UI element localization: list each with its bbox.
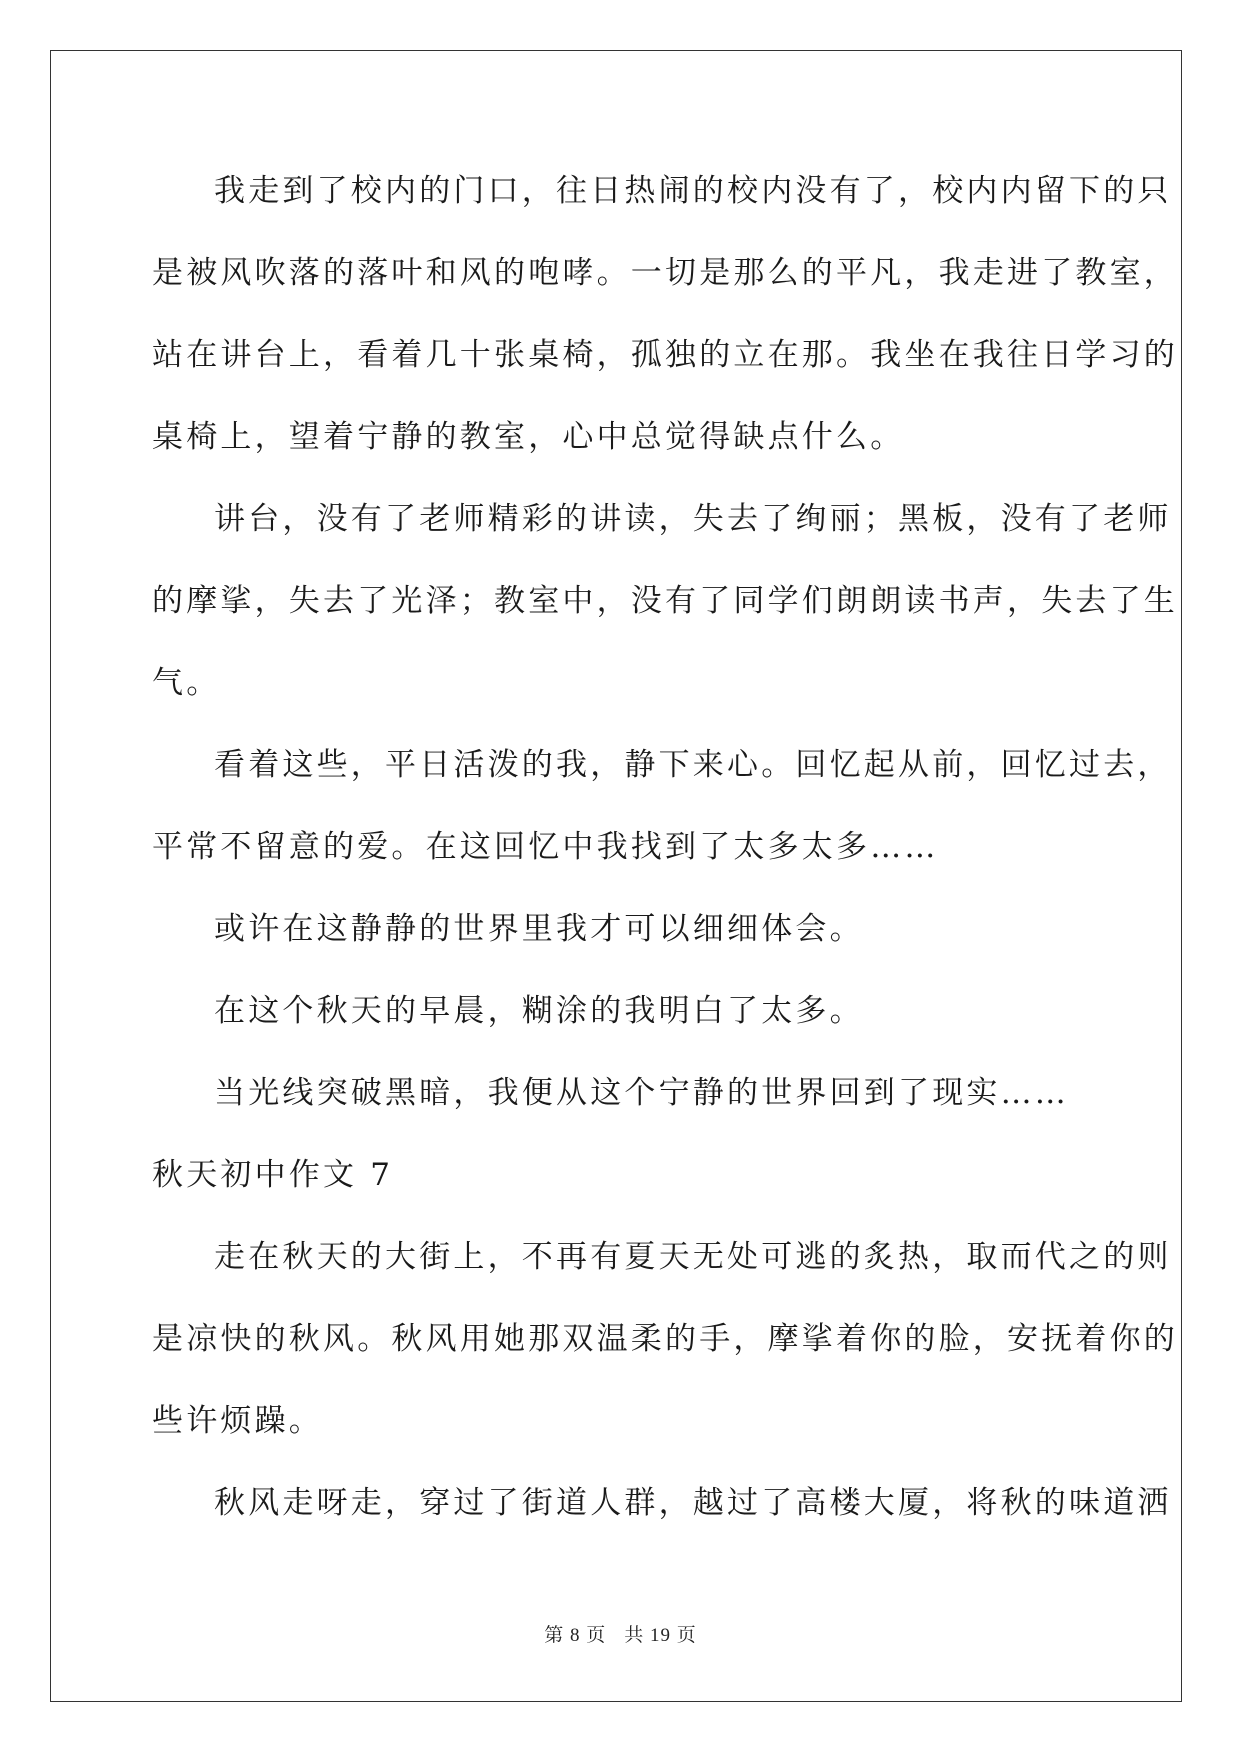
page-footer [0,1620,1241,1647]
text-line: 或许在这静静的世界里我才可以细细体会。 [214,911,864,947]
text-line: 桌椅上，望着宁静的教室，心中总觉得缺点什么。 [152,419,905,455]
text-line: 在这个秋天的早晨，糊涂的我明白了太多。 [214,993,864,1029]
text-line: 气。 [152,665,221,701]
page-number: 第 8 页 [544,1625,607,1646]
text-line: 站在讲台上，看着几十张桌椅，孤独的立在那。我坐在我往日学习的 [152,337,1178,373]
page-total: 共 19 页 [624,1625,697,1646]
text-line: 我走到了校内的门口，往日热闹的校内没有了，校内内留下的只 [214,173,1172,209]
text-line: 秋风走呀走，穿过了街道人群，越过了高楼大厦，将秋的味道洒 [214,1485,1172,1521]
section-heading: 秋天初中作文 7 [152,1157,394,1193]
text-line: 看着这些，平日活泼的我，静下来心。回忆起从前，回忆过去， [214,747,1172,783]
document-body [152,160,1178,1554]
text-line: 平常不留意的爱。在这回忆中我找到了太多太多…… [152,829,939,865]
text-line: 走在秋天的大街上，不再有夏天无处可逃的炙热，取而代之的则 [214,1239,1172,1275]
text-line: 些许烦躁。 [152,1403,323,1439]
text-line: 当光线突破黑暗，我便从这个宁静的世界回到了现实…… [214,1075,1069,1111]
text-line: 是凉快的秋风。秋风用她那双温柔的手，摩挲着你的脸，安抚着你的 [152,1321,1178,1357]
text-line: 讲台，没有了老师精彩的讲读，失去了绚丽；黑板，没有了老师 [214,501,1172,537]
text-line: 的摩挲，失去了光泽；教室中，没有了同学们朗朗读书声，失去了生 [152,583,1178,619]
text-line: 是被风吹落的落叶和风的咆哮。一切是那么的平凡，我走进了教室， [152,255,1178,291]
